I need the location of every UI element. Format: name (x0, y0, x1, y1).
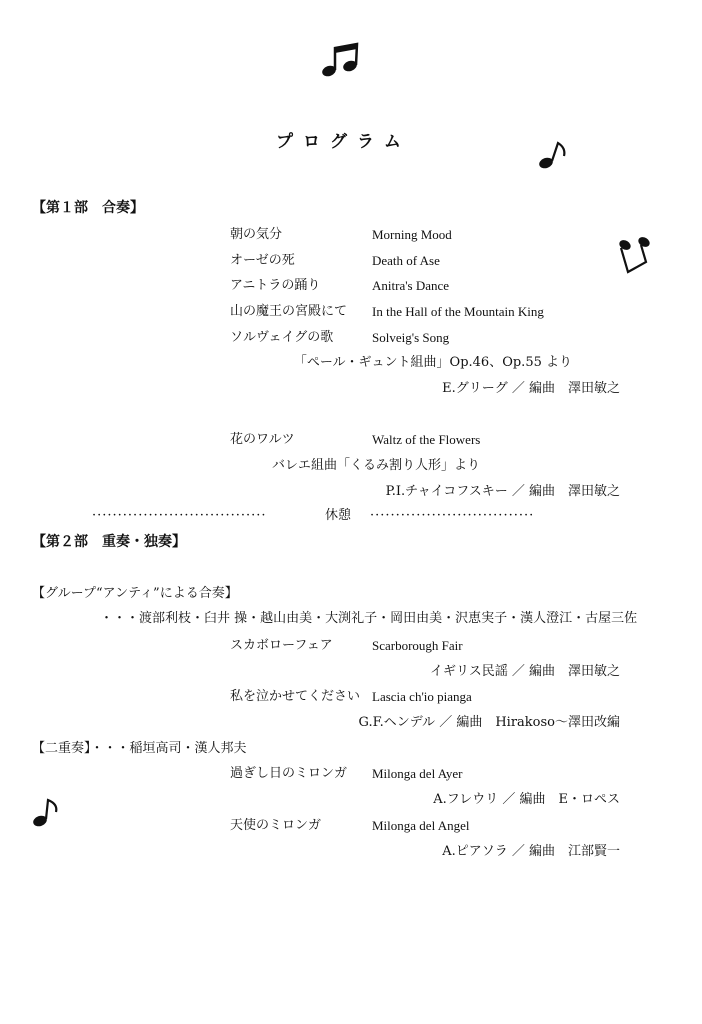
eighth-note-icon (30, 796, 64, 830)
piece-en: Milonga del Ayer (372, 766, 463, 781)
eighth-note-icon (536, 140, 570, 172)
intermission-label: 休憩 (325, 508, 352, 523)
piece-ja: 朝の気分 (230, 227, 283, 242)
piece-ja: アニトラの踊り (230, 278, 321, 293)
divider-dots-left: ·································· (92, 508, 267, 523)
piece-en: Death of Ase (372, 253, 440, 268)
piece-ja: ソルヴェイグの歌 (230, 330, 334, 345)
piece-ja: 山の魔王の宮殿にて (230, 304, 348, 319)
piece-en: Anitra's Dance (372, 278, 450, 293)
group-heading: 【グループ“アンティ”による合奏】 (32, 586, 238, 601)
piece-ja: オーゼの死 (230, 253, 295, 268)
composer-credit: E.グリーグ ／ 編曲 澤田敏之 (442, 381, 620, 396)
piece-ja: 私を泣かせてください (230, 689, 361, 704)
composer-credit: A.ピアソラ ／ 編曲 江部賢一 (442, 844, 620, 859)
suite-note: バレエ組曲「くるみ割り人形」より (272, 458, 481, 473)
composer-credit: P.I.チャイコフスキー ／ 編曲 澤田敏之 (385, 484, 620, 499)
piece-en: In the Hall of the Mountain King (372, 304, 544, 319)
divider-dots-right: ································ (370, 508, 535, 523)
composer-credit: G.F.ヘンデル ／ 編曲 Hirakoso〜澤田改編 (358, 715, 620, 730)
piece-ja: 過ぎし日のミロンガ (230, 766, 348, 781)
piece-ja: 天使のミロンガ (230, 818, 322, 833)
piece-ja: 花のワルツ (230, 432, 295, 447)
composer-credit: イギリス民謡 ／ 編曲 澤田敏之 (429, 664, 620, 679)
piece-en: Milonga del Angel (372, 818, 470, 833)
suite-note: 「ペール・ギュント組曲」Op.46、Op.55 より (293, 355, 572, 370)
eighth-note-pair-icon (318, 42, 362, 82)
part2-heading: 【第２部 重奏・独奏】 (32, 534, 186, 550)
group-members: ・・・渡部利枝・臼井 操・越山由美・大渕礼子・岡田由美・沢恵実子・漢人澄江・古屋三佐 (100, 611, 638, 626)
piece-en: Solveig's Song (372, 330, 450, 345)
piece-en: Lascia ch'io pianga (372, 689, 472, 704)
page-title: プログラム (276, 132, 411, 152)
composer-credit: A.フレウリ ／ 編曲 E・ロペス (433, 792, 620, 807)
duo-heading: 【二重奏】・・・稲垣高司・漢人邦夫 (32, 741, 247, 756)
piece-en: Waltz of the Flowers (372, 432, 481, 447)
eighth-note-pair-icon (616, 234, 652, 278)
part1-heading: 【第１部 合奏】 (32, 200, 144, 216)
piece-en: Scarborough Fair (372, 638, 463, 653)
piece-ja: スカボローフェア (230, 638, 333, 653)
piece-en: Morning Mood (372, 227, 452, 242)
